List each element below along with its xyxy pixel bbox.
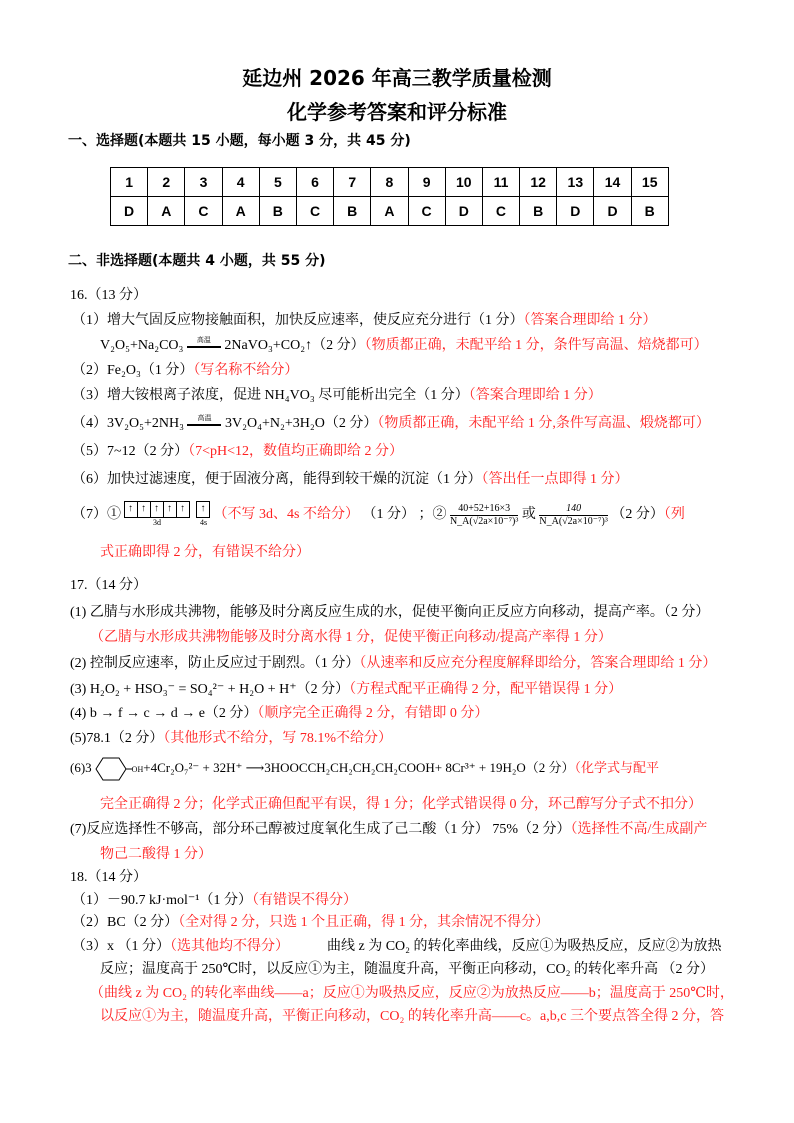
orbital-box-up-arrow: ↑: [196, 501, 210, 518]
q18-scoring-note: （全对得 2 分，只选 1 个且正确，得 1 分，其余情况不得分）: [178, 915, 550, 930]
equation-products: 3V₂O₄+N₂+3H₂O（2 分）: [224, 416, 378, 431]
question-number: 4: [222, 168, 259, 197]
q16-scoring-note: （物质都正确，未配平给 1 分,条件写高温、煅烧都可）: [377, 416, 710, 431]
q16-answer-text: （6）加快过滤速度，便于固液分离，能得到较干燥的沉淀（1 分）: [72, 472, 482, 487]
q17-scoring-note: （乙腈与水形成共沸物能够及时分离水得 1 分，促使平衡正向移动/提高产率得 1 分）: [90, 630, 612, 645]
q16-answer-text: （5）7~12（2 分）: [72, 444, 189, 459]
q16-heading: 16.（13 分）: [70, 288, 147, 303]
q16-equation-2: [72, 412, 710, 432]
q16-answer-text: （2）Fe₂O₃（1 分）: [72, 363, 194, 378]
question-number: 11: [482, 168, 519, 197]
q17-answer-text: (2) 控制反应速率，防止反应过于剧烈。（1 分）: [70, 656, 360, 671]
title-line-1: 延边州 2026 年高三教学质量检测: [242, 66, 552, 90]
answer-key: C: [482, 197, 519, 226]
orbital-box-up-arrow: ↑: [176, 501, 190, 518]
q18-scoring-note: （选其他均不得分）: [170, 939, 289, 954]
q16-line: [72, 468, 629, 488]
q17-line: [70, 727, 392, 747]
q16-scoring-note: （答案合理即给 1 分）: [523, 313, 657, 328]
q17-scoring-note: 物己二酸得 1 分）: [100, 847, 212, 862]
q17-scoring-note: （顺序完全正确得 2 分，有错即 0 分）: [257, 706, 489, 721]
answer-key: B: [334, 197, 371, 226]
fraction-numerator: 140: [539, 503, 607, 516]
question-number: 10: [445, 168, 482, 197]
q16-answer-text: （7）①: [72, 507, 121, 523]
reaction-condition-arrow: [187, 413, 221, 426]
density-fraction-1: [450, 503, 518, 528]
q17-line: [70, 652, 716, 672]
equation-products: 2NaVO₃+CO₂↑（2 分）: [224, 338, 365, 353]
answer-key: A: [371, 197, 408, 226]
q17-scoring-note: （方程式配平正确得 2 分，配平错误得 1 分）: [349, 682, 623, 697]
orbital-label: 4s: [199, 518, 208, 527]
q17-answer-text: (7)反应选择性不够高，部分环己醇被过度氧化生成了己二酸（1 分） 75%（2 分）: [70, 822, 571, 837]
orbital-box-up-arrow: ↑: [150, 501, 164, 518]
q16-line: [72, 384, 602, 404]
q16-scoring-note: （写名称不给分）: [193, 363, 299, 378]
section-2-heading: 二、非选择题(本题共 4 小题，共 55 分): [68, 253, 326, 269]
q17-heading: 17.（14 分）: [70, 578, 147, 593]
q16-line: [72, 440, 403, 460]
orbital-diagram: [125, 500, 211, 530]
q16-scoring-note: （列: [663, 507, 685, 523]
q17-equation-6: [70, 755, 659, 783]
answer-key: C: [408, 197, 445, 226]
fraction-denominator: N_A(√2a×10⁻⁷)³: [449, 515, 519, 527]
reaction-condition-arrow: [187, 335, 221, 348]
q17-line: [70, 678, 622, 698]
q18-line: [72, 911, 549, 931]
q16-line: [72, 359, 298, 379]
q17-line: [70, 818, 707, 838]
density-fraction-2: [539, 503, 607, 528]
question-number: 12: [520, 168, 557, 197]
q17-answer-text: (6)3: [70, 759, 92, 775]
q16-answer-text: （2 分）: [611, 507, 664, 523]
q17-scoring-note: 完全正确得 2 分；化学式正确但配平有误，得 1 分；化学式错误得 0 分，环己醇写分子式不扣分）: [100, 797, 702, 812]
q17-answer-text: (1) 乙腈与水形成共沸物，能够及时分离反应生成的水，促使平衡向正反应方向移动，提高产率。（2 分）: [70, 605, 710, 620]
q16-equation-1: [100, 334, 708, 354]
orbital-box-up-arrow: ↑: [163, 501, 177, 518]
question-number: 7: [334, 168, 371, 197]
q17-answer-text: (3) H₂O₂ + HSO₃⁻ = SO₄²⁻ + H₂O + H⁺（2 分）: [70, 682, 350, 697]
question-number: 8: [371, 168, 408, 197]
q17-line: [70, 702, 488, 722]
q16-scoring-note: （答案合理即给 1 分）: [468, 388, 602, 403]
q17-answer-text: +4Cr₂O₇²⁻ + 32H⁺ ⟶3HOOCCH₂CH₂CH₂CH₂COOH+ 8Cr³⁺ + 19H₂O: [143, 759, 526, 775]
orbital-box-up-arrow: ↑: [124, 501, 138, 518]
answer-key: A: [148, 197, 185, 226]
answer-key: A: [222, 197, 259, 226]
answer-key: B: [520, 197, 557, 226]
fraction-numerator: 40+52+16×3: [450, 503, 518, 516]
q16-scoring-note: （7<pH<12，数值均正确即给 2 分）: [188, 444, 403, 459]
answer-table-number-row: [111, 168, 669, 197]
question-number: 15: [631, 168, 668, 197]
q17-answer-text: (5)78.1（2 分）: [70, 731, 164, 746]
answer-key: B: [259, 197, 296, 226]
question-number: 6: [296, 168, 333, 197]
answer-key: D: [557, 197, 594, 226]
question-number: 3: [185, 168, 222, 197]
q16-answer-text: （3）增大铵根离子浓度，促进 NH₄VO₃ 尽可能析出完全（1 分）: [72, 388, 469, 403]
q16-scoring-note: （答出任一点即得 1 分）: [481, 472, 629, 487]
question-number: 1: [111, 168, 148, 197]
q18-heading: 18.（14 分）: [70, 870, 147, 885]
equation-reactants: V₂O₅+Na₂CO₃: [100, 338, 184, 353]
question-number: 2: [148, 168, 185, 197]
condition-label: 高温: [196, 335, 211, 344]
q18-line: [72, 935, 722, 955]
orbital-label: 3d: [153, 518, 161, 527]
q16-line-7: [72, 500, 685, 530]
q18-answer-text: 反应；温度高于 250℃时，以反应①为主，随温度升高，平衡正向移动，CO₂ 的转化率升高 （2 分）: [100, 962, 714, 977]
q17-answer-text: (4) b → f → c → d → e（2 分）: [70, 706, 258, 721]
answer-table-answer-row: [111, 197, 669, 226]
q16-answer-text: 或: [521, 507, 536, 523]
answer-key: D: [111, 197, 148, 226]
q16-answer-text: （1 分）: [362, 507, 415, 523]
q18-answer-text: （1）－90.7 kJ·mol⁻¹（1 分）: [72, 893, 252, 908]
q17-scoring-note: （从速率和反应充分程度解释即给分，答案合理即给 1 分）: [359, 656, 717, 671]
question-number: 13: [557, 168, 594, 197]
answer-key: B: [631, 197, 668, 226]
q16-answer-text: ；②: [418, 507, 447, 523]
hydroxyl-label: OH: [131, 764, 144, 774]
q17-scoring-note: （其他形式不给分，写 78.1%不给分）: [163, 731, 392, 746]
fraction-denominator: N_A(√2a×10⁻⁷)³: [539, 515, 608, 527]
section-1-heading: 一、选择题(本题共 15 小题，每小题 3 分，共 45 分): [68, 133, 411, 149]
q18-answer-text: （3）x （1 分）: [72, 939, 170, 954]
q17-answer-text: （2 分）: [525, 759, 575, 775]
q18-scoring-note: （有错误不得分）: [251, 893, 357, 908]
q16-scoring-note: 式正确即得 2 分，有错误不给分）: [100, 545, 310, 560]
q18-answer-text: （2）BC（2 分）: [72, 915, 179, 930]
answer-table: [110, 167, 669, 226]
equation-reactants: （4）3V₂O₅+2NH₃: [72, 416, 184, 431]
title-line-2: 化学参考答案和评分标准: [287, 100, 507, 124]
answer-key: D: [445, 197, 482, 226]
question-number: 5: [259, 168, 296, 197]
q16-line: [72, 309, 657, 329]
question-number: 14: [594, 168, 631, 197]
orbital-box-up-arrow: ↑: [137, 501, 151, 518]
answer-key: D: [594, 197, 631, 226]
q17-scoring-note: （选择性不高/生成副产: [570, 822, 708, 837]
q18-scoring-note: 以反应①为主，随温度升高，平衡正向移动，CO₂ 的转化率升高——c。a,b,c 三个要点答全得 2 分，答: [100, 1009, 724, 1024]
q16-scoring-note: （物质都正确，未配平给 1 分，条件写高温、焙烧都可）: [364, 338, 708, 353]
question-number: 9: [408, 168, 445, 197]
answer-key: C: [185, 197, 222, 226]
q16-answer-text: （1）增大气固反应物接触面积，加快反应速率，使反应充分进行（1 分）: [72, 313, 524, 328]
q18-scoring-note: （曲线 z 为 CO₂ 的转化率曲线——a；反应①为吸热反应，反应②为放热反应——b；温度高于 250℃时，: [90, 986, 734, 1001]
q18-answer-text: 曲线 z 为 CO₂ 的转化率曲线，反应①为吸热反应，反应②为放热: [327, 939, 722, 954]
condition-label: 高温: [197, 413, 212, 422]
q18-line: [72, 889, 357, 909]
answer-key: C: [296, 197, 333, 226]
q17-scoring-note: （化学式与配平: [574, 759, 660, 775]
q16-scoring-note: （不写 3d、4s 不给分）: [213, 507, 359, 523]
